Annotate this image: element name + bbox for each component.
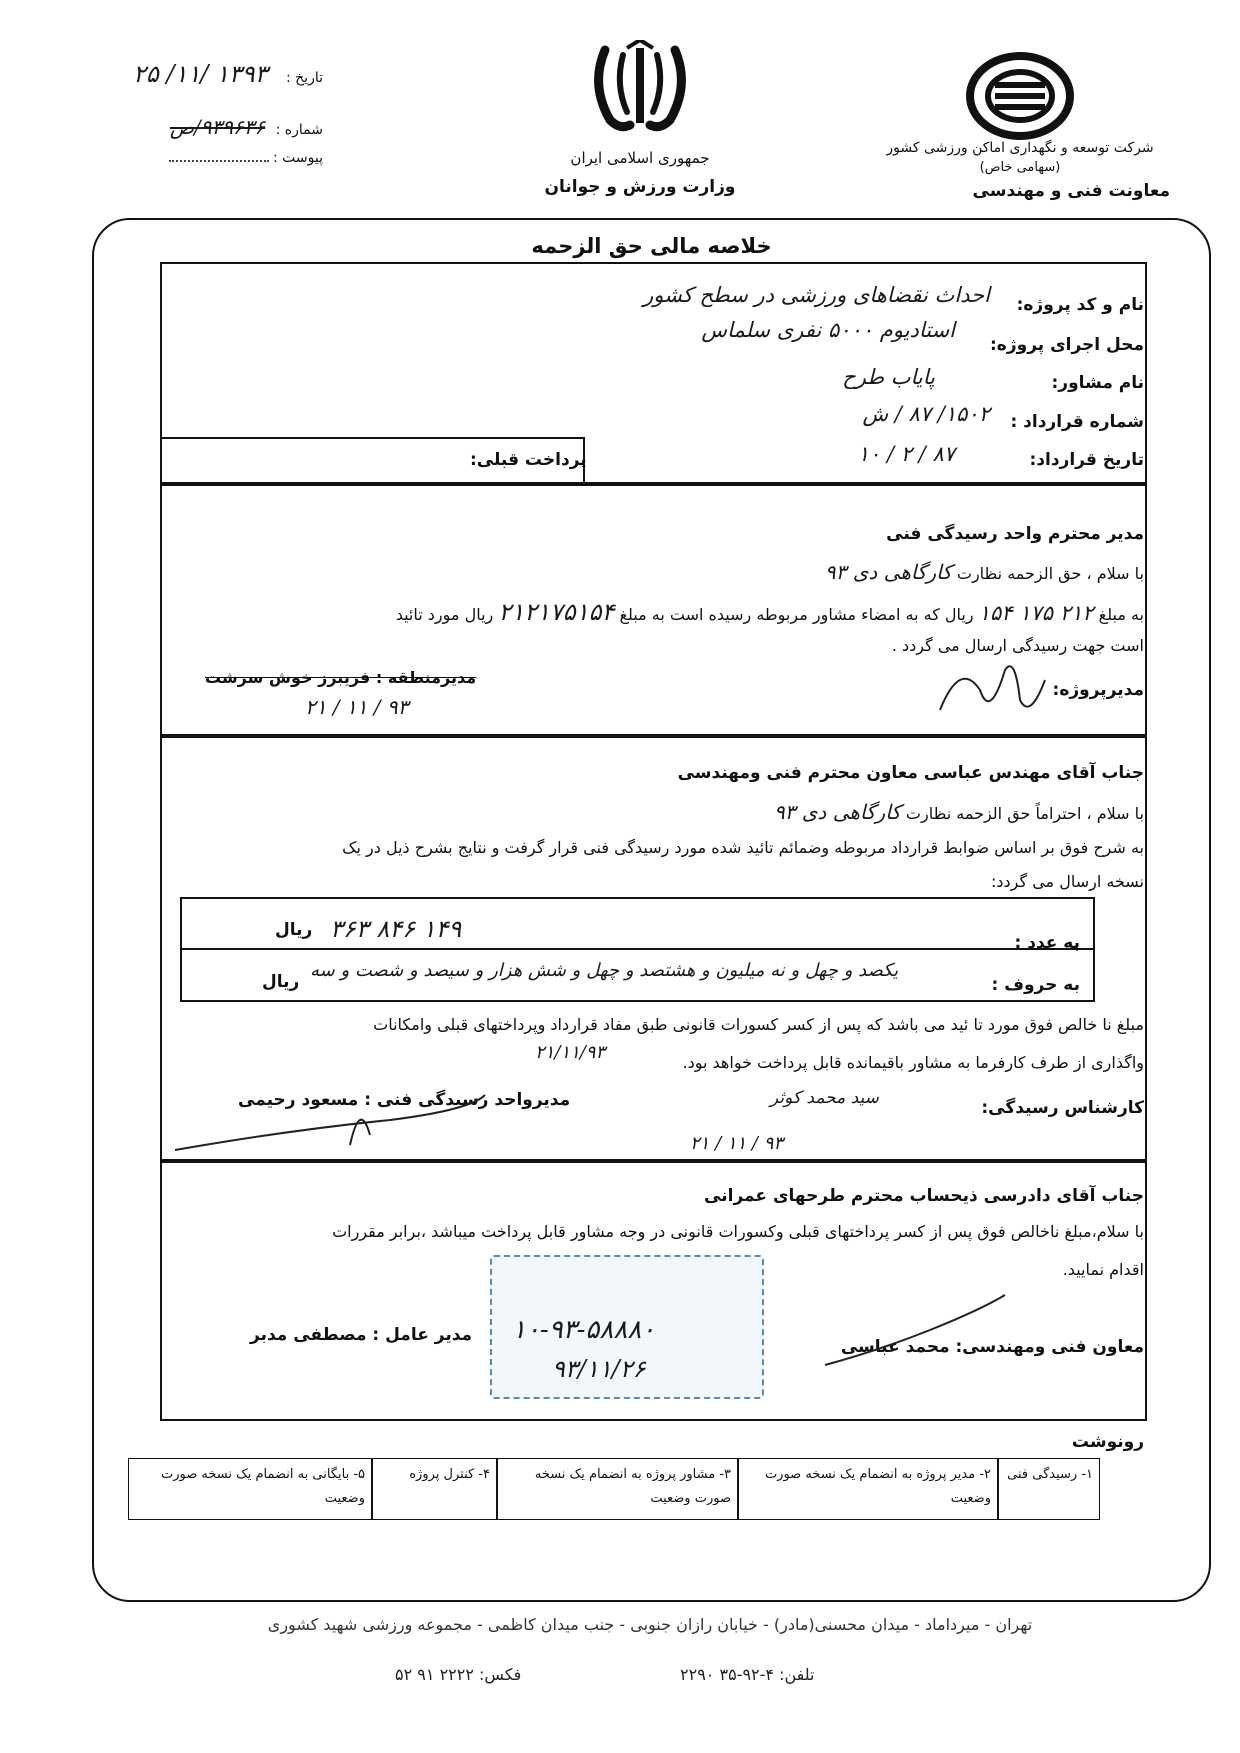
section3-line2: اقدام نمایید. [1062,1260,1144,1279]
section1-line1-prefix: با سلام ، حق الزحمه نظارت [956,564,1144,583]
project-name-value: احداث نقضاهای ورزشی در سطح کشور [643,283,990,307]
section1-line2-prefix: به مبلغ [1098,605,1144,624]
date-row [88,60,323,88]
reviewer-label: کارشناس رسیدگی: [981,1098,1144,1118]
unit-manager-signature [170,1090,490,1160]
section1-line1 [825,560,1144,584]
section1-line3: است جهت رسیدگی ارسال می گردد . [891,636,1144,655]
stamp-date: ۹۳/۱۱/۲۶ [552,1355,646,1383]
section1-line2-suffix: ریال مورد تائید [395,605,494,624]
footer-fax: فکس: ۲۲۲۲ ۹۱ ۵۲ [395,1665,522,1684]
net-amount-line1: مبلغ نا خالص فوق مورد تا ئید می باشد که پس از کسر کسورات قانونی طبق مفاد قرارداد وپرداختهای قبلی وامکانات [373,1015,1144,1034]
net-amount-line2: واگذاری از طرف کارفرما به مشاور باقیمانده قابل پرداخت خواهد بود. [682,1053,1144,1072]
stamp-number: ۱۰-۹۳-۵۸۸۸۰ [512,1315,656,1345]
number-label: شماره : [275,122,323,138]
department-name: معاونت فنی و مهندسی [972,181,1170,201]
regional-manager: مدیرمنطقه : فریبرز خوش سرشت [205,668,477,687]
company-name: شرکت توسعه و نگهداری اماکن ورزشی کشور [886,140,1154,156]
deputy-signature [820,1290,1010,1380]
attachment-label: پیوست : [273,150,323,166]
section2-line2: به شرح فوق بر اساس ضوابط قرارداد مربوطه وضمائم تائید شده مورد رسیدگی فنی قرار گرفت و نتایج بشرح ذیل در یک [342,838,1144,857]
amount-numeric-label: به عدد : [1014,933,1080,953]
amount-numeric-value: ۱۴۹ ۸۴۶ ۳۶۳ [330,915,462,943]
ministry-name: وزارت ورزش و جوانان [544,177,736,197]
number-value: ۹۳۹۶۳۶/ص [169,115,266,139]
consultant-value: پایاب طرح [842,365,935,389]
company-header [870,52,1170,201]
section1-line2 [396,598,1144,626]
attachment-blank [169,148,269,162]
section2-line1-hand: کارگاهی دی ۹۳ [773,800,901,824]
project-manager-signature [930,650,1050,730]
consultant-label: نام مشاور: [1051,373,1144,393]
ministry-header [520,40,760,197]
section1-amount2: ۲۱۲۱۷۵۱۵۴ [498,598,615,626]
cc-item-3: ۳- مشاور پروژه به انضمام یک نسخه صورت وضعیت [497,1458,738,1520]
section3-heading: جناب آقای دادرسی ذیحساب محترم طرحهای عمرانی [704,1186,1144,1206]
form-title: خلاصه مالی حق الزحمه [531,234,772,258]
amount-divider [180,948,1095,950]
amount-words-label: به حروف : [991,975,1080,995]
attachment-row [150,148,323,166]
footer-phone: تلفن: ۴-۹۲-۳۵ ۲۲۹۰ [680,1665,815,1684]
section2-line1 [774,800,1144,824]
prior-payment-label: پرداخت قبلی: [470,450,587,470]
received-stamp [490,1255,764,1399]
footer-address: تهران - میرداماد - میدان محسنی(مادر) - خیابان رازان جنوبی - جنب میدان کاظمی - مجموعه ورزشی شهید کشوری [267,1615,1033,1634]
net-note-date: ۲۱/۱۱/۹۳ [535,1042,606,1063]
national-emblem-icon [585,40,695,135]
company-type: (سهامی خاص) [979,160,1061,175]
section1-amount1: ۲۱۲ ۱۷۵ ۱۵۴ [978,601,1094,625]
amount-words-rial: ریال [262,972,300,992]
date-label: تاریخ : [285,70,323,86]
section3-line1: با سلام،مبلغ ناخالص فوق پس از کسر پرداختهای قبلی وکسورات قانونی در وجه مشاور قابل پرداخت میباشد ،برابر مقررات [332,1222,1144,1241]
contract-no-label: شماره قرارداد : [1010,412,1144,432]
deputy-signatory: معاون فنی ومهندسی: محمد عباسی [840,1337,1144,1357]
section2-heading: جناب آقای مهندس عباسی معاون محترم فنی ومهندسی [677,763,1144,783]
contract-date-value: ۸۷ / ۲ / ۱۰ [857,442,955,466]
company-logo-icon [965,52,1075,140]
amount-numeric-rial: ریال [275,920,313,940]
project-location-label: محل اجرای پروژه: [990,335,1144,355]
contract-date-label: تاریخ قرارداد: [1029,450,1144,470]
section1-line2-mid: ریال که به امضاء مشاور مربوطه رسیده است به مبلغ [619,605,974,624]
reviewer-value: سید محمد کوثر [770,1088,879,1108]
project-location-value: استادیوم ۵۰۰۰ نفری سلماس [701,318,955,342]
date-value: ۱۳۹۳ /۱۱/ ۲۵ [132,60,268,88]
amount-words-value: یکصد و چهل و نه میلیون و هشتصد و چهل و شش هزار و سیصد و شصت و سه [310,960,899,981]
cc-item-2: ۲- مدیر پروژه به انضمام یک نسخه صورت وضعیت [738,1458,998,1520]
section2-line3: نسخه ارسال می گردد: [991,872,1144,891]
cc-item-4: ۴- کنترل پروژه [372,1458,497,1520]
project-name-label: نام و کد پروژه: [1016,295,1144,315]
section1-heading: مدیر محترم واحد رسیدگی فنی [886,524,1144,544]
cc-item-1: ۱- رسیدگی فنی [998,1458,1100,1520]
section1-line1-hand: کارگاهی دی ۹۳ [824,560,952,584]
unit-manager: مدیرواحد رسیدگی فنی : مسعود رحیمی [238,1090,571,1110]
ceo-signatory: مدیر عامل : مصطفی مدبر [250,1325,473,1345]
section2-sign-date: ۹۳ / ۱۱ / ۲۱ [690,1133,784,1154]
cc-item-5: ۵- بایگانی به انضمام یک نسخه صورت وضعیت [128,1458,372,1520]
republic-name: جمهوری اسلامی ایران [570,149,710,167]
cc-label: رونوشت [1071,1432,1144,1452]
contract-no-value: ۱۵۰۲/ ۸۷ / ش [862,402,990,426]
number-row [72,115,323,139]
section1-sign-date: ۹۳ / ۱۱ / ۲۱ [305,695,409,719]
section2-line1-prefix: با سلام ، احتراماً حق الزحمه نظارت [905,804,1144,823]
project-manager-label: مدیرپروژه: [1052,680,1144,700]
